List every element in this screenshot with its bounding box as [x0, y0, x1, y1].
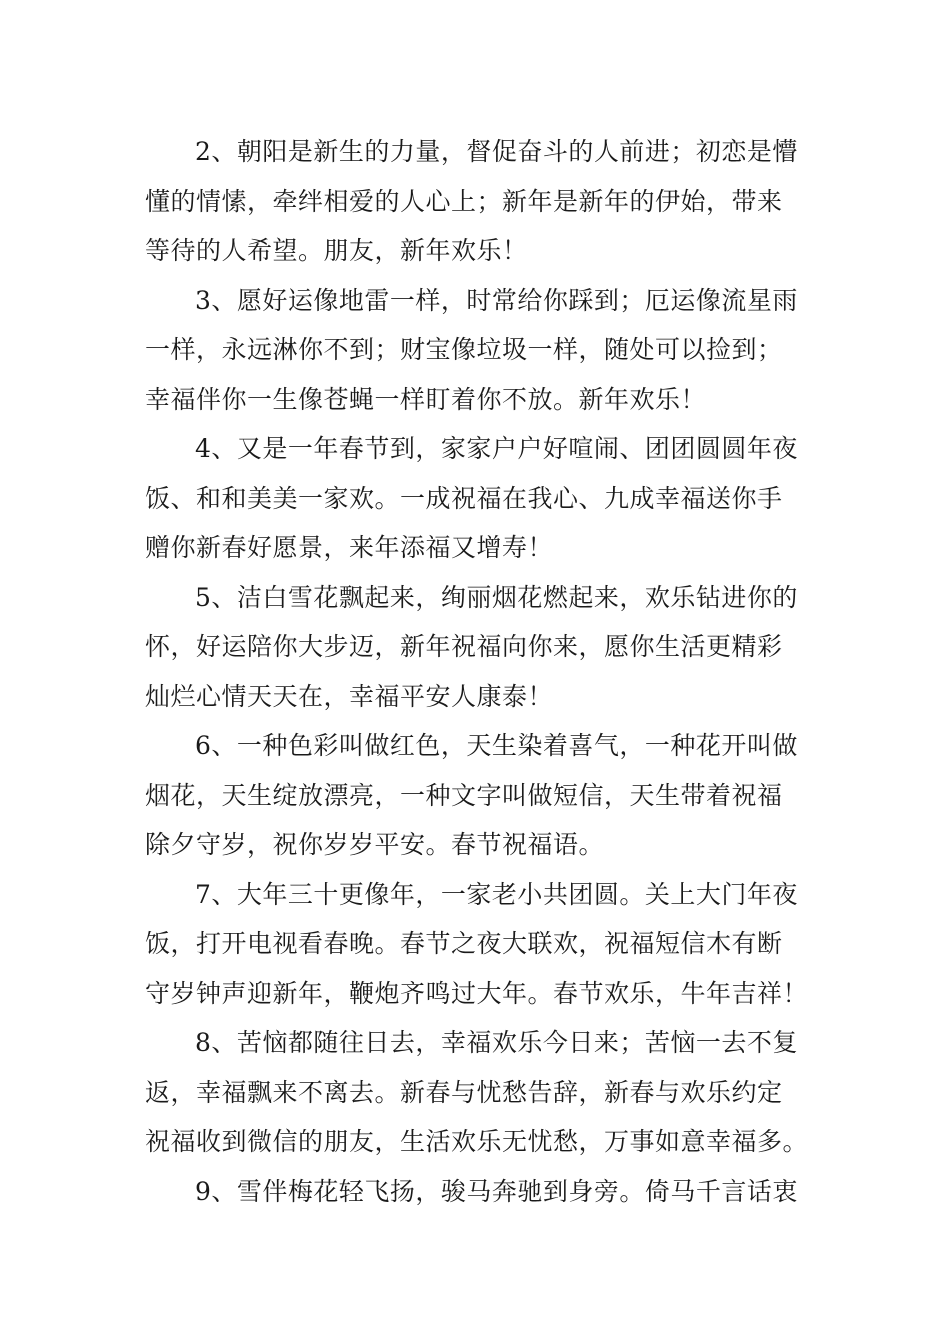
paragraph-line: 3、愿好运像地雷一样，时常给你踩到；厄运像流星雨: [195, 285, 798, 315]
paragraph-line: 祝福收到微信的朋友，生活欢乐无忧愁，万事如意幸福多。: [145, 1127, 809, 1156]
paragraph-9: [145, 1167, 810, 1217]
paragraph-5: [145, 573, 810, 722]
paragraph-line: 7、大年三十更像年，一家老小共团圆。关上大门年夜: [195, 879, 798, 909]
paragraph-line: 赠你新春好愿景，来年添福又增寿！: [145, 533, 554, 562]
paragraph-line: 灿烂心情天天在，幸福平安人康泰！: [145, 681, 554, 711]
paragraph-2: [145, 127, 810, 276]
paragraph-line: 饭，打开电视看春晚。春节之夜大联欢，祝福短信木有断: [145, 929, 783, 958]
paragraph-4: [145, 424, 810, 573]
paragraph-line: 2、朝阳是新生的力量，督促奋斗的人前进；初恋是懵: [195, 137, 798, 166]
paragraph-line: 幸福伴你一生像苍蝇一样盯着你不放。新年欢乐！: [145, 384, 707, 414]
paragraph-line: 6、一种色彩叫做红色，天生染着喜气，一种花开叫做: [195, 731, 798, 760]
paragraph-line: 烟花，天生绽放漂亮，一种文字叫做短信，天生带着祝福: [145, 780, 783, 810]
paragraph-line: 怀，好运陪你大步迈，新年祝福向你来，愿你生活更精彩: [145, 632, 783, 661]
paragraph-8: [145, 1018, 810, 1167]
paragraph-line: 8、苦恼都随往日去，幸福欢乐今日来；苦恼一去不复: [195, 1028, 798, 1057]
paragraph-line: 一样，永远淋你不到；财宝像垃圾一样，随处可以捡到；: [145, 335, 783, 364]
paragraph-6: [145, 721, 810, 870]
paragraph-line: 9、雪伴梅花轻飞扬，骏马奔驰到身旁。倚马千言话衷: [195, 1176, 798, 1206]
paragraph-line: 守岁钟声迎新年，鞭炮齐鸣过大年。春节欢乐，牛年吉祥！: [145, 978, 809, 1008]
paragraph-3: [145, 276, 810, 425]
paragraph-line: 返，幸福飘来不离去。新春与忧愁告辞，新春与欢乐约定: [145, 1077, 783, 1107]
paragraph-line: 5、洁白雪花飘起来，绚丽烟花燃起来，欢乐钻进你的: [195, 582, 798, 612]
paragraph-line: 懂的情愫，牵绊相爱的人心上；新年是新年的伊始，带来: [145, 186, 783, 216]
paragraph-7: [145, 870, 810, 1019]
paragraph-line: 等待的人希望。朋友，新年欢乐！: [145, 236, 528, 265]
paragraph-line: 饭、和和美美一家欢。一成祝福在我心、九成幸福送你手: [145, 483, 783, 513]
paragraph-line: 除夕守岁，祝你岁岁平安。春节祝福语。: [145, 830, 605, 859]
document-body: [145, 127, 810, 1216]
paragraph-line: 4、又是一年春节到，家家户户好喧闹、团团圆圆年夜: [195, 434, 798, 463]
